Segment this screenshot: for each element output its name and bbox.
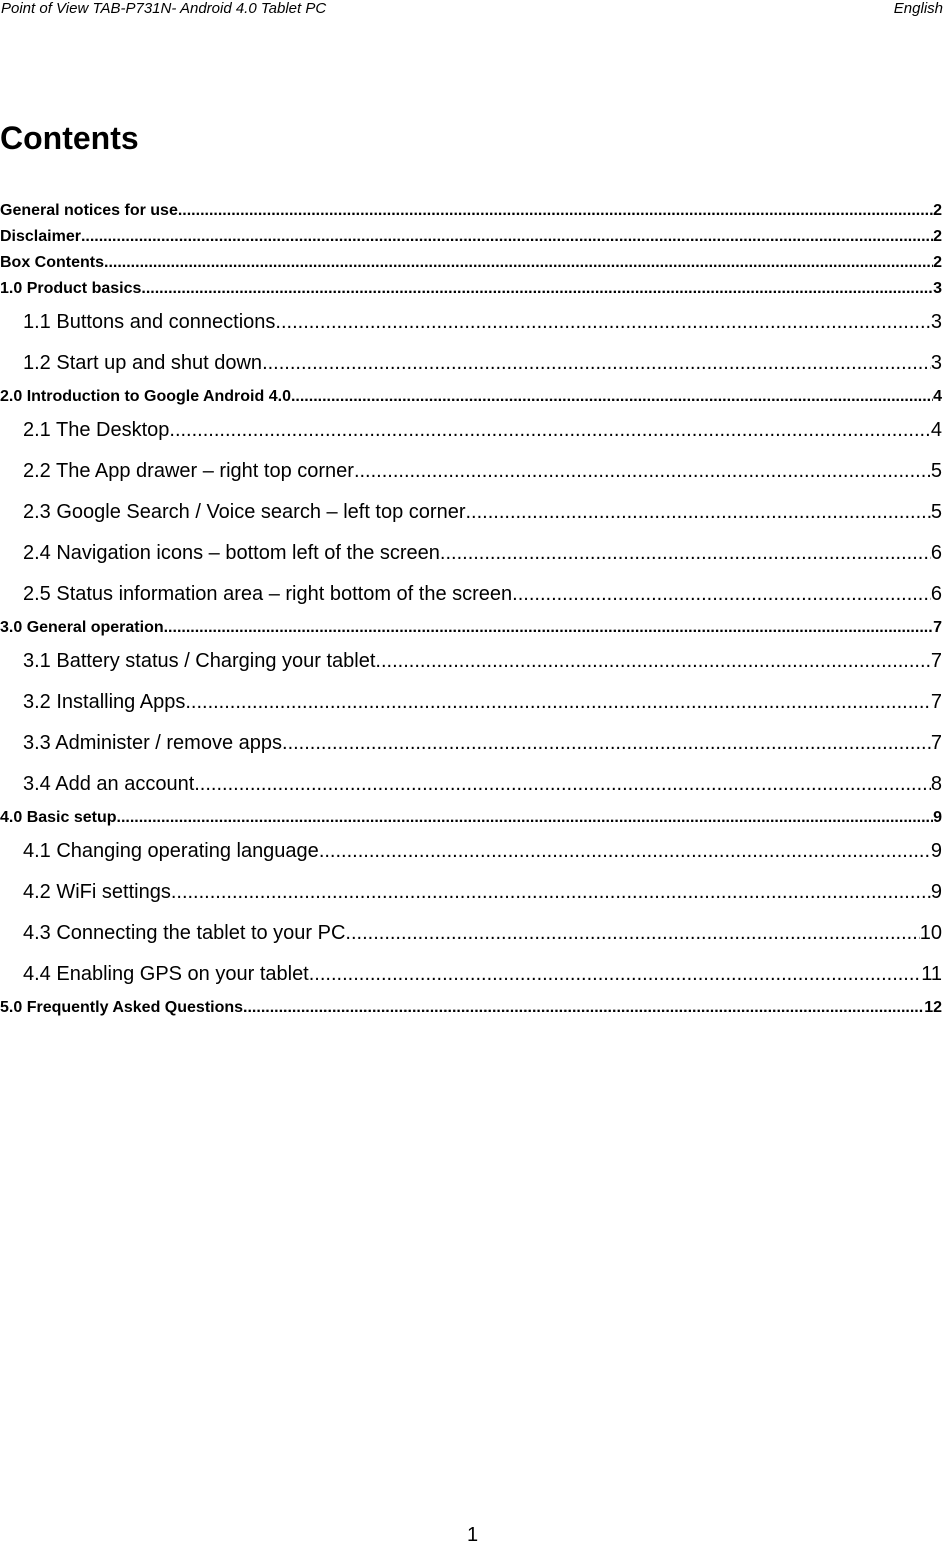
toc-dot-leader [291,384,933,410]
toc-entry-label: Box Contents [0,254,104,271]
toc-subsection-entry[interactable] [0,872,942,913]
toc-entry-label: General notices for use [0,202,178,219]
toc-subsection-entry[interactable] [0,954,942,995]
table-of-contents [0,198,942,1021]
toc-entry-label: 3.1 Battery status / Charging your tablet [23,650,376,672]
toc-entry-label: 3.0 General operation [0,619,164,636]
toc-entry-page-number: 7 [930,650,942,672]
toc-entry-label: 3.2 Installing Apps [23,691,186,713]
toc-subsection-entry[interactable] [0,410,942,451]
page-title: Contents [0,120,139,156]
toc-entry-label: 4.1 Changing operating language [23,840,319,862]
toc-entry-page-number: 11 [921,963,942,985]
toc-dot-leader [319,831,931,872]
toc-entry-page-number: 7 [930,732,942,754]
toc-entry-label: 3.4 Add an account [23,773,195,795]
toc-subsection-entry[interactable] [0,641,942,682]
toc-entry-label: 3.3 Administer / remove apps [23,732,283,754]
toc-subsection-entry[interactable] [0,723,942,764]
toc-entry-page-number: 3 [930,352,942,374]
toc-dot-leader [178,198,933,224]
toc-entry-label: 5.0 Frequently Asked Questions [0,999,244,1016]
toc-dot-leader [354,451,931,492]
toc-entry-label: 2.2 The App drawer – right top corner [23,460,354,482]
toc-entry-label: 2.4 Navigation icons – bottom left of the screen [23,542,440,564]
toc-section-entry[interactable] [0,198,942,224]
page-header [0,0,945,20]
toc-subsection-entry[interactable] [0,492,942,533]
toc-subsection-entry[interactable] [0,682,942,723]
toc-dot-leader [512,574,931,615]
language-header: English [893,0,943,17]
toc-entry-page-number: 7 [930,691,942,713]
toc-subsection-entry[interactable] [0,533,942,574]
toc-entry-page-number: 10 [919,922,942,944]
toc-entry-label: 1.2 Start up and shut down [23,352,263,374]
toc-section-entry[interactable] [0,805,942,831]
toc-entry-page-number: 6 [930,583,942,605]
toc-section-entry[interactable] [0,276,942,302]
toc-entry-page-number: 5 [930,460,942,482]
toc-dot-leader [375,641,930,682]
toc-entry-label: 4.4 Enabling GPS on your tablet [23,963,309,985]
toc-dot-leader [169,410,930,451]
toc-subsection-entry[interactable] [0,451,942,492]
toc-section-entry[interactable] [0,224,942,250]
toc-dot-leader [345,913,919,954]
toc-subsection-entry[interactable] [0,831,942,872]
page-number: 1 [466,1524,479,1546]
toc-entry-page-number: 9 [933,809,942,826]
toc-dot-leader [465,492,930,533]
toc-entry-label: 1.1 Buttons and connections [23,311,276,333]
toc-entry-page-number: 4 [933,388,942,405]
toc-entry-page-number: 2 [933,202,942,219]
toc-dot-leader [141,276,933,302]
document-title-header: Point of View TAB-P731N- Android 4.0 Tablet PC [1,0,327,17]
toc-section-entry[interactable] [0,995,942,1021]
toc-entry-label: 2.3 Google Search / Voice search – left top corner [23,501,466,523]
toc-entry-page-number: 9 [930,881,942,903]
toc-entry-label: 2.5 Status information area – right bottom of the screen [23,583,513,605]
toc-section-entry[interactable] [0,615,942,641]
toc-entry-page-number: 5 [930,501,942,523]
toc-dot-leader [282,723,931,764]
toc-dot-leader [262,343,931,384]
toc-subsection-entry[interactable] [0,574,942,615]
toc-dot-leader [81,224,933,250]
toc-entry-page-number: 6 [930,542,942,564]
toc-entry-label: 2.0 Introduction to Google Android 4.0 [0,388,291,405]
toc-entry-page-number: 9 [930,840,942,862]
toc-entry-page-number: 8 [930,773,942,795]
toc-entry-label: 4.3 Connecting the tablet to your PC [23,922,346,944]
toc-section-entry[interactable] [0,250,942,276]
toc-subsection-entry[interactable] [0,343,942,384]
toc-entry-page-number: 3 [933,280,942,297]
toc-dot-leader [185,682,931,723]
toc-entry-label: 1.0 Product basics [0,280,142,297]
toc-entry-page-number: 2 [933,228,942,245]
toc-dot-leader [164,615,933,641]
toc-subsection-entry[interactable] [0,913,942,954]
toc-entry-label: Disclaimer [0,228,81,245]
toc-dot-leader [243,995,924,1021]
toc-dot-leader [275,302,930,343]
toc-dot-leader [309,954,921,995]
toc-entry-label: 4.0 Basic setup [0,809,117,826]
toc-subsection-entry[interactable] [0,302,942,343]
toc-entry-page-number: 2 [933,254,942,271]
toc-entry-page-number: 3 [930,311,942,333]
toc-entry-label: 2.1 The Desktop [23,419,170,441]
toc-entry-page-number: 7 [933,619,942,636]
toc-subsection-entry[interactable] [0,764,942,805]
toc-dot-leader [194,764,931,805]
toc-entry-page-number: 12 [924,999,942,1016]
toc-dot-leader [440,533,931,574]
toc-dot-leader [171,872,931,913]
toc-dot-leader [104,250,933,276]
toc-entry-label: 4.2 WiFi settings [23,881,171,903]
toc-dot-leader [117,805,934,831]
toc-entry-page-number: 4 [930,419,942,441]
toc-section-entry[interactable] [0,384,942,410]
